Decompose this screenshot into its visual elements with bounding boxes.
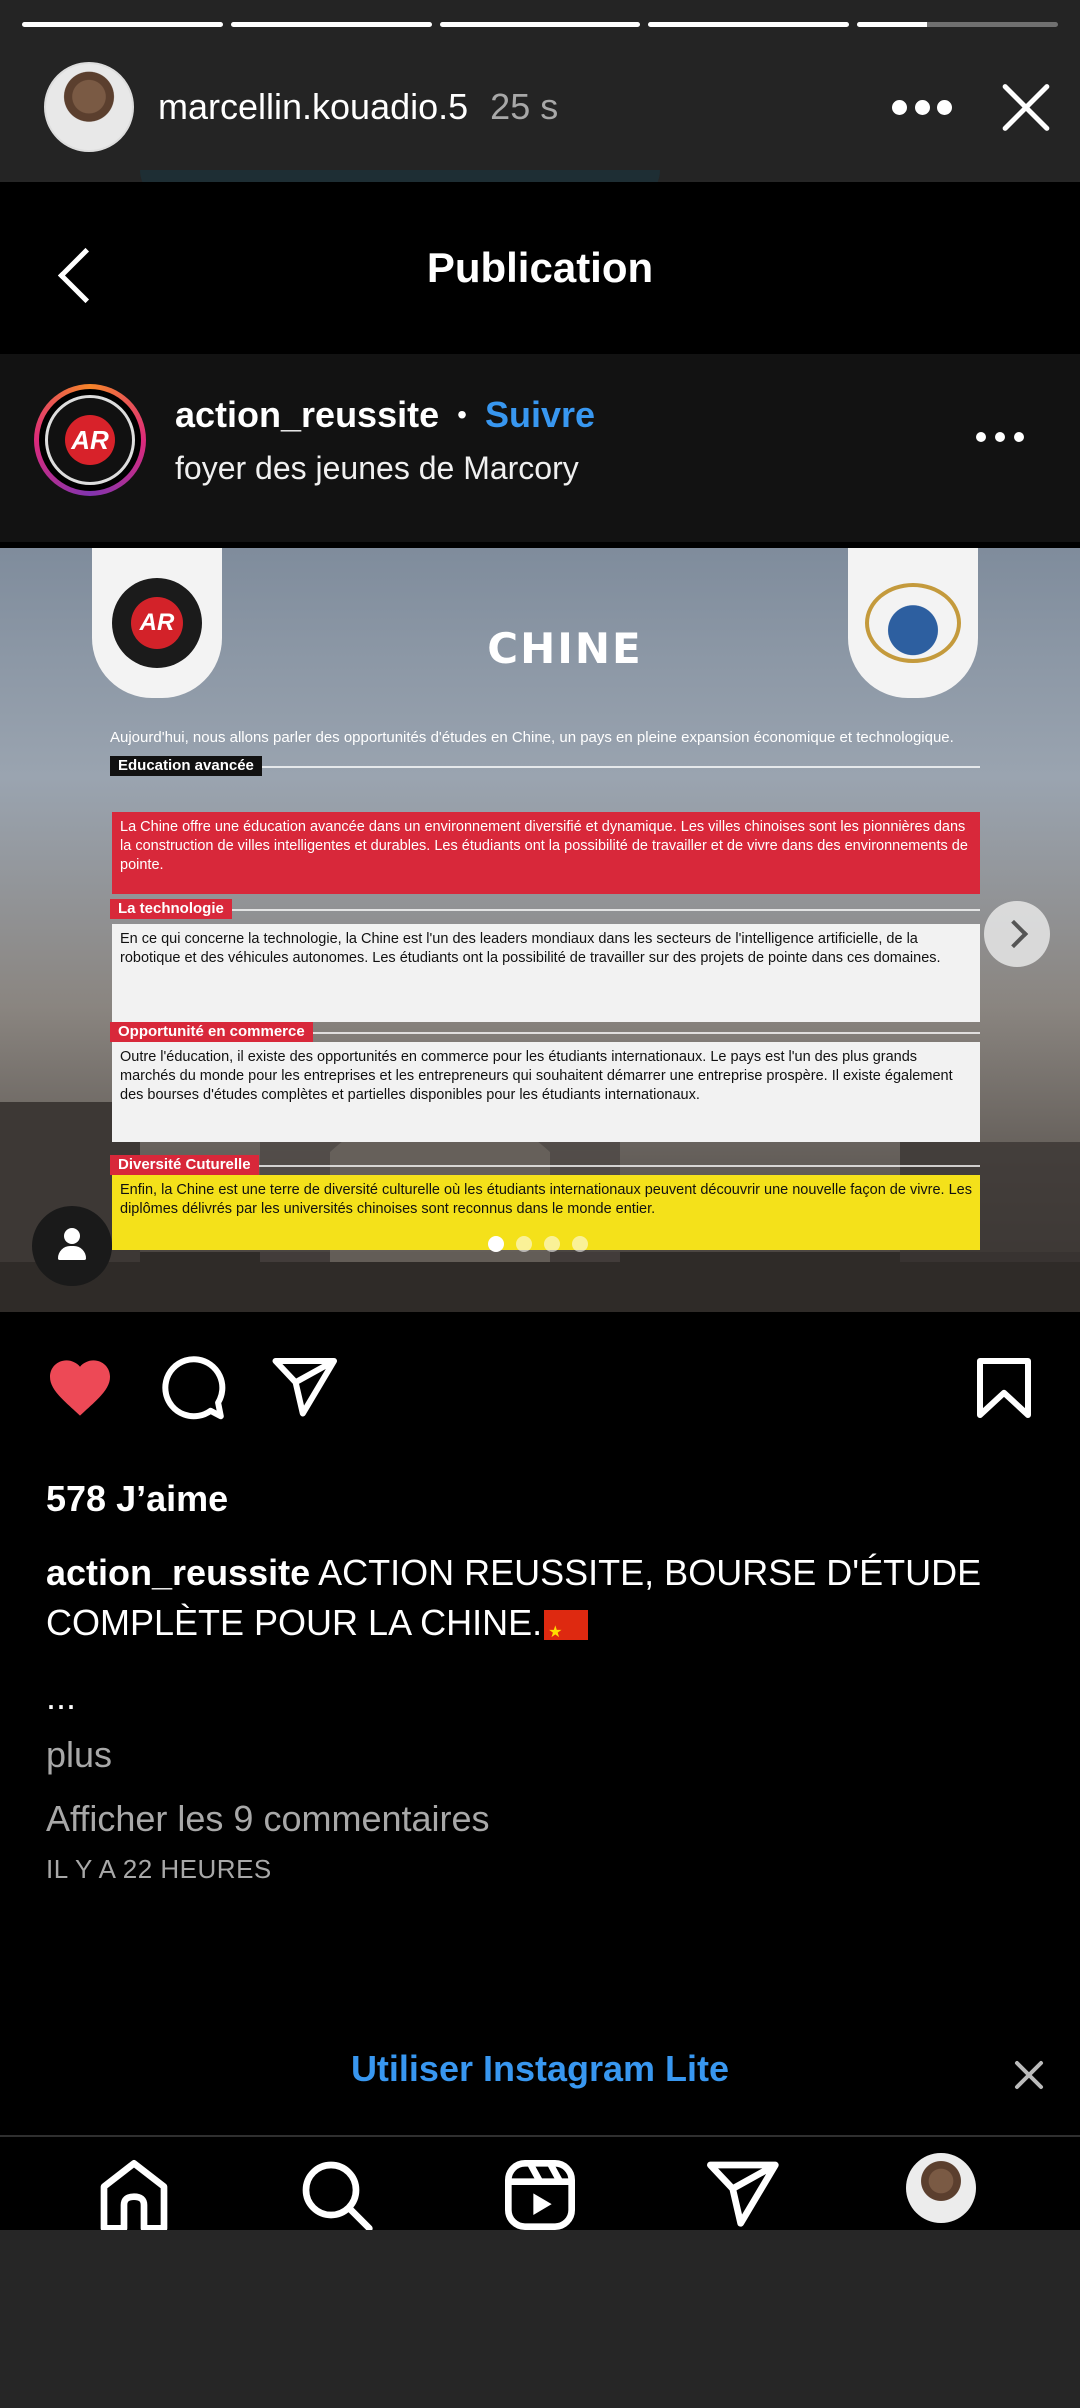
heart-icon[interactable] — [44, 1352, 116, 1424]
bottom-nav — [0, 2137, 1080, 2230]
separator-dot: • — [457, 399, 467, 430]
likes-count[interactable]: 578 J’aime — [46, 1478, 229, 1519]
story-progress-segment — [857, 22, 1058, 27]
china-flag-icon — [544, 1610, 588, 1640]
more-horizontal-icon[interactable] — [892, 87, 952, 127]
story-actions — [892, 79, 1060, 135]
carousel-dot — [572, 1236, 588, 1252]
close-icon[interactable] — [998, 79, 1054, 135]
post-avatar[interactable] — [34, 384, 146, 496]
carousel-indicator — [488, 1236, 588, 1252]
send-icon[interactable] — [268, 1352, 340, 1424]
image-intro: Aujourd'hui, nous allons parler des opportunités d'études en Chine, un pays en pleine expansion économique et technologique. — [110, 729, 954, 746]
more-horizontal-icon[interactable] — [976, 432, 1024, 446]
shared-post-screenshot — [0, 182, 1080, 2230]
comment-icon[interactable] — [156, 1352, 228, 1424]
user-tag-icon[interactable] — [32, 1206, 112, 1286]
post-image-carousel[interactable] — [0, 548, 1080, 1312]
section-title: La technologie — [110, 899, 232, 919]
post-username[interactable]: action_reussite — [175, 394, 440, 435]
story-avatar[interactable] — [44, 62, 134, 152]
home-icon[interactable] — [94, 2155, 174, 2230]
post-caption — [46, 1548, 1036, 1648]
section-line — [110, 909, 980, 911]
carousel-dot — [516, 1236, 532, 1252]
section-text: Outre l'éducation, il existe des opportunités en commerce pour les étudiants internationaux. Le pays est l'un des plus grands marchés du monde pour les entreprises et les entrepreneurs qui souhaitent démarrer une entreprise prospère. Il existe également des bourses d'études complètes et partielles disponibles pour les étudiants internationaux. — [112, 1042, 980, 1142]
story-top-bar — [0, 0, 1080, 180]
caption-text: ACTION REUSSITE, BOURSE D'ÉTUDE COMPLÈTE POUR LA CHINE. — [46, 1552, 982, 1643]
use-instagram-lite-link[interactable]: Utiliser Instagram Lite — [350, 2048, 730, 2089]
story-progress-segment — [440, 22, 641, 27]
section-title: Diversité Cuturelle — [110, 1155, 259, 1175]
close-icon[interactable] — [1012, 2058, 1046, 2092]
profile-avatar[interactable] — [906, 2153, 976, 2223]
post-actions — [0, 1352, 1080, 1432]
next-chevron-icon[interactable] — [984, 901, 1050, 967]
section-text: Enfin, la Chine est une terre de diversité culturelle où les étudiants internationaux peuvent découvrir une nouvelle façon de vivre. Les diplômes délivrés par les universités chinoises sont reconnus dans le monde entier. — [112, 1175, 980, 1250]
publication-header — [0, 226, 1080, 326]
agency-logo — [848, 548, 978, 698]
post-location[interactable]: foyer des jeunes de Marcory — [175, 450, 579, 486]
carousel-dot — [488, 1236, 504, 1252]
story-progress — [22, 22, 1058, 28]
avatar-logo: AR — [65, 415, 115, 465]
story-time: 25 s — [490, 86, 559, 127]
page-title: Publication — [426, 244, 654, 291]
caption-username[interactable]: action_reussite — [46, 1552, 311, 1593]
section-text: La Chine offre une éducation avancée dans un environnement diversifié et dynamique. Les villes chinoises sont les pionnières dans la construction de villes intelligentes et durables. Les étudiants ont la possibilité de travailler et de vivre dans des environnements de pointe. — [112, 812, 980, 894]
post-timestamp: IL Y A 22 HEURES — [46, 1854, 272, 1884]
more-link[interactable]: plus — [46, 1734, 113, 1775]
follow-button[interactable]: Suivre — [484, 394, 595, 435]
direct-icon[interactable] — [702, 2155, 782, 2230]
lite-banner — [0, 2042, 1080, 2132]
action-reussite-logo: AR — [92, 548, 222, 698]
bookmark-icon[interactable] — [968, 1352, 1040, 1424]
section-text: En ce qui concerne la technologie, la Chine est l'un des leaders mondiaux dans les secteurs de l'intelligence artificielle, de la robotique et des véhicules autonomes. Les étudiants ont la possibilité de travailler sur des projets de pointe dans ces domaines. — [112, 924, 980, 1022]
carousel-dot — [544, 1236, 560, 1252]
section-title: Education avancée — [110, 756, 262, 776]
post-header — [0, 354, 1080, 542]
reels-icon[interactable] — [500, 2155, 580, 2230]
story-progress-segment — [22, 22, 223, 27]
story-header — [44, 62, 1060, 152]
story-progress-segment — [648, 22, 849, 27]
caption-ellipsis: ... — [46, 1676, 77, 1717]
section-title: Opportunité en commerce — [110, 1022, 313, 1042]
view-comments-link[interactable]: Afficher les 9 commentaires — [46, 1798, 490, 1839]
story-username[interactable]: marcellin.kouadio.5 — [158, 86, 469, 127]
search-icon[interactable] — [296, 2155, 376, 2230]
image-title: CHINE — [487, 624, 643, 673]
story-progress-segment — [231, 22, 432, 27]
post-user-row — [175, 394, 595, 436]
